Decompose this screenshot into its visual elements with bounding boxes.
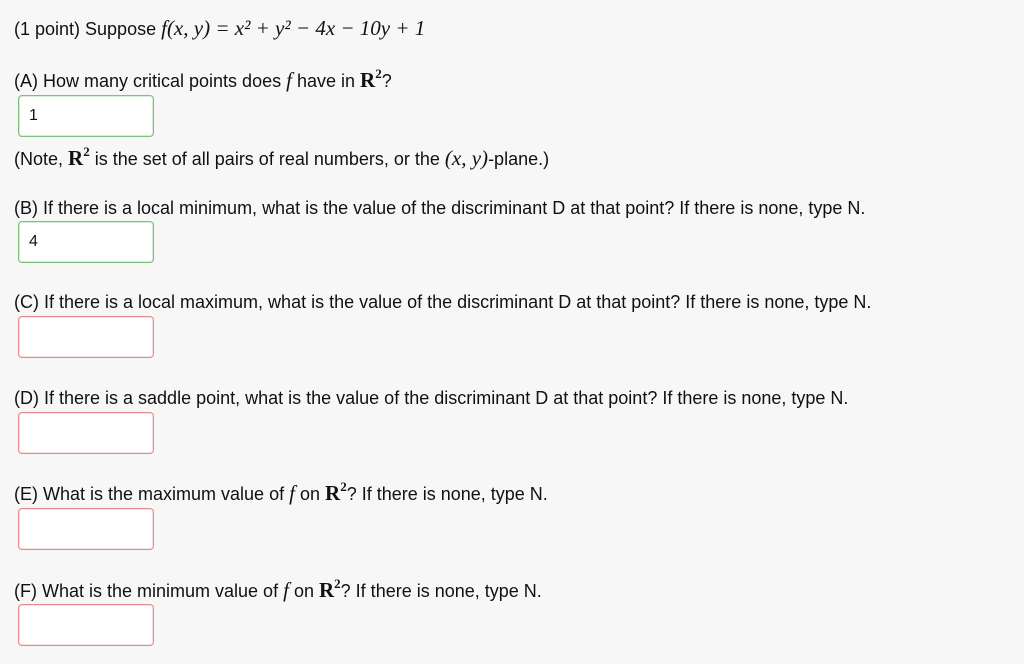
question-e-prefix: (E) What is the maximum value of [14,484,285,504]
question-f-var: f [283,578,289,602]
question-e-space: $R^2$ [325,479,347,505]
note-space: $R^2$ [68,144,90,170]
note-suffix: -plane.) [488,149,550,169]
question-f-mid: on [293,581,314,601]
question-f-space: $R^2$ [319,576,341,602]
question-a-prefix: (A) How many critical points does [14,71,282,91]
question-e-suffix: ? If there is none, type N. [346,484,548,504]
answer-e-input[interactable] [18,508,154,550]
question-a-var: f [286,68,292,92]
question-a-mid: have in [296,71,356,91]
function-definition: f(x, y) = x² + y² − 4x − 10y + 1 [161,16,426,40]
question-d: (D) If there is a saddle point, what is the value of the discriminant D at that point? If there is none, type N. [14,388,849,408]
note-prefix: (Note, [14,149,64,169]
question-c: (C) If there is a local maximum, what is the value of the discriminant D at that point? If there is none, type N. [14,292,872,312]
points-label: (1 point) Suppose [14,19,157,39]
question-b: (B) If there is a local minimum, what is the value of the discriminant D at that point? If there is none, type N. [14,198,866,218]
answer-a-input[interactable] [18,95,154,137]
question-a [14,68,392,93]
question-e [14,481,548,506]
answer-c-input[interactable] [18,316,154,358]
question-f-suffix: ? If there is none, type N. [340,581,542,601]
note [14,146,549,171]
note-plane: (x, y) [444,146,489,170]
problem-statement [14,16,425,41]
question-e-mid: on [299,484,320,504]
question-a-suffix: ? [381,71,392,91]
question-f-prefix: (F) What is the minimum value of [14,581,279,601]
answer-b-input[interactable] [18,221,154,263]
question-a-space: $R^2$ [360,66,382,92]
note-mid: is the set of all pairs of real numbers, or the [94,149,440,169]
question-f [14,578,542,603]
answer-f-input[interactable] [18,604,154,646]
question-e-var: f [289,481,295,505]
answer-d-input[interactable] [18,412,154,454]
